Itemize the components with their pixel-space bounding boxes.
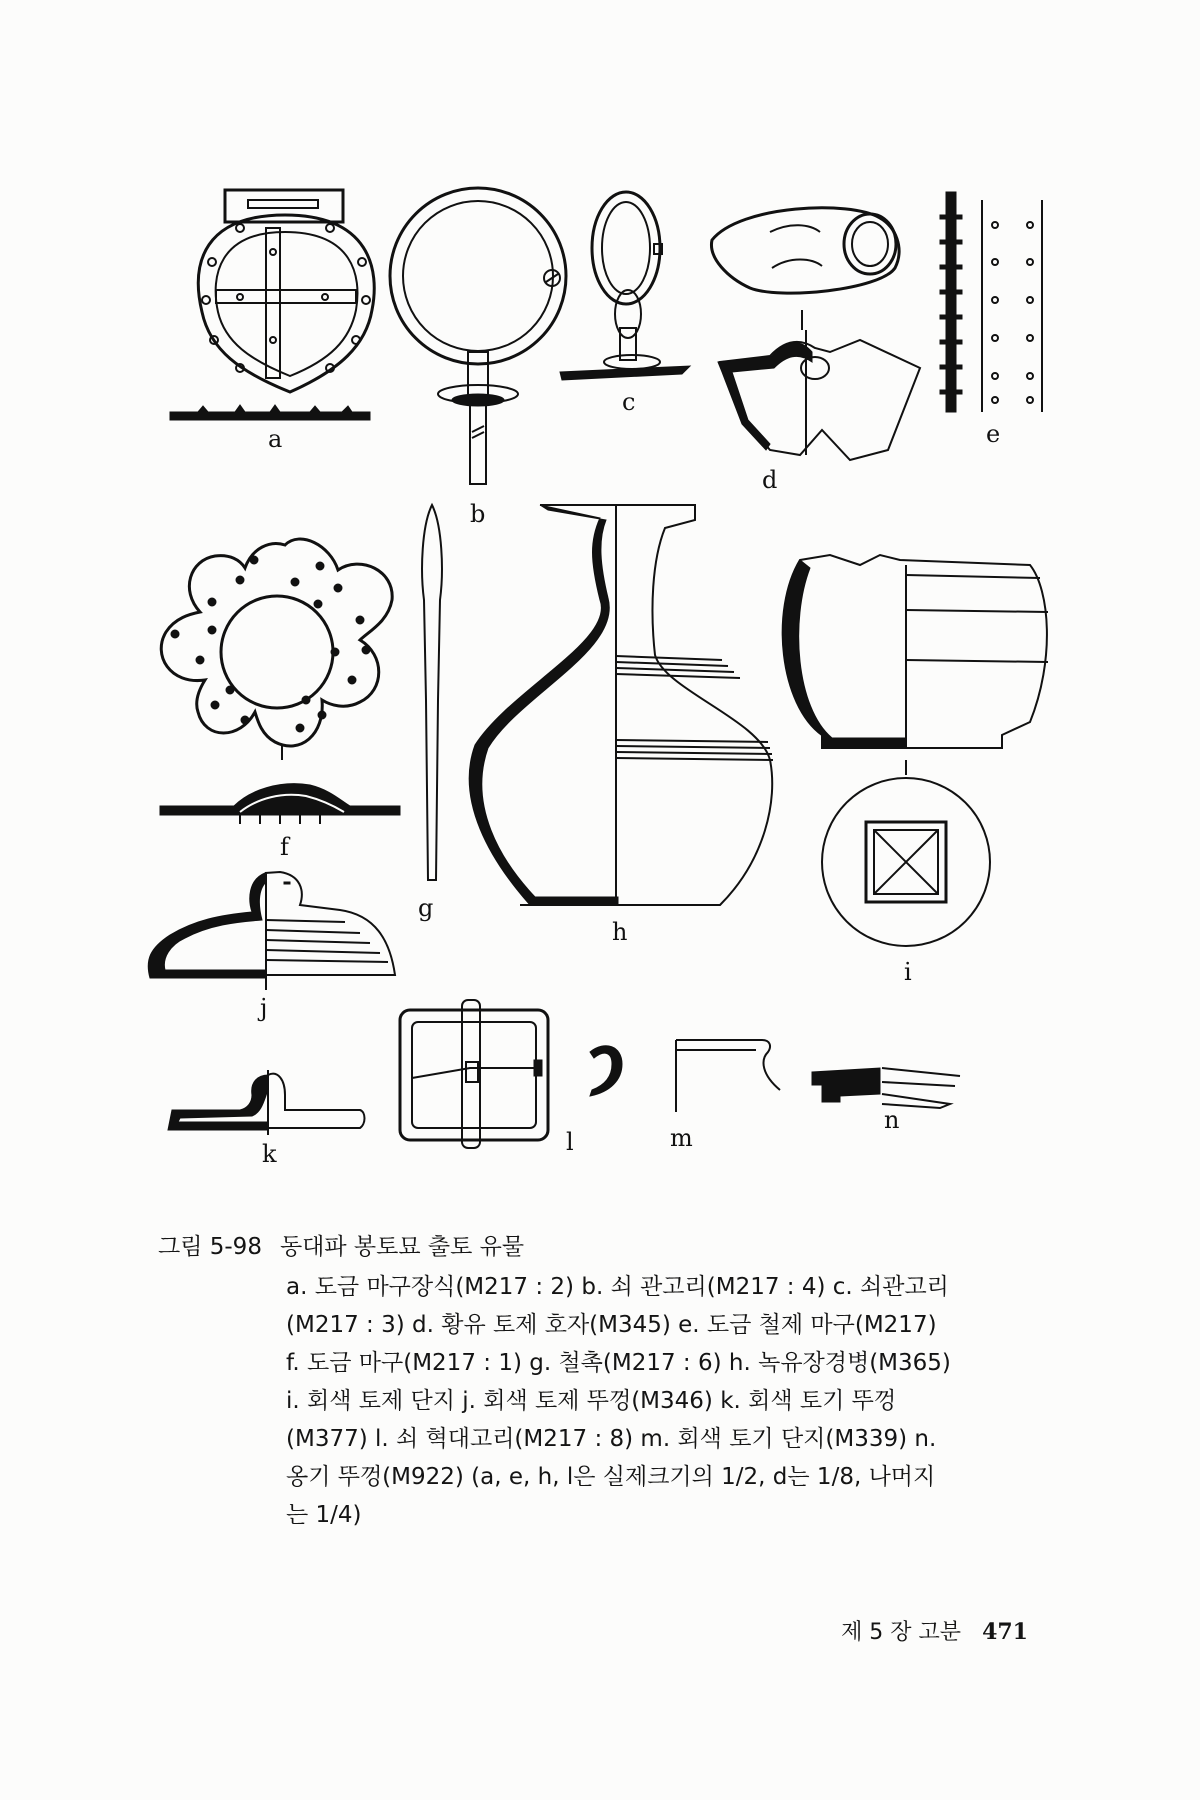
artifact-g-drawing — [422, 505, 442, 880]
artifact-b-drawing — [390, 188, 566, 484]
artifact-i-drawing — [783, 555, 1048, 946]
artifact-label-f: f — [280, 833, 289, 861]
page-footer — [841, 1615, 1028, 1646]
artifact-k-drawing — [168, 1070, 365, 1135]
artifact-label-a: a — [268, 425, 283, 453]
caption-line: a. 도금 마구장식(M217 : 2) b. 쇠 관고리(M217 : 4) c. 쇠관고리 — [286, 1274, 949, 1300]
artifact-label-g: g — [418, 894, 434, 922]
artifact-e-drawing — [940, 192, 1042, 412]
artifact-label-h: h — [612, 918, 628, 946]
artifact-j-drawing — [148, 872, 395, 990]
page-number: 471 — [982, 1619, 1028, 1645]
caption-line: 옹기 뚜껑(M922) (a, e, h, l은 실제크기의 1/2, d는 1/8, 나머지 — [286, 1464, 936, 1490]
artifact-label-k: k — [262, 1140, 277, 1168]
artifact-h-drawing — [469, 505, 773, 905]
artifact-label-l: l — [566, 1128, 574, 1156]
caption-body — [286, 1268, 1038, 1534]
caption-line: 는 1/4) — [286, 1502, 362, 1528]
artifact-label-b: b — [470, 500, 486, 528]
artifact-f-drawing — [160, 539, 400, 824]
artifact-l-drawing — [400, 1000, 548, 1148]
artifact-n-drawing — [812, 1068, 960, 1108]
chapter-title: 제 5 장 고분 — [841, 1620, 962, 1645]
artifact-label-n: n — [884, 1106, 900, 1134]
artifact-label-d: d — [762, 466, 778, 494]
caption-line: f. 도금 마구(M217 : 1) g. 철촉(M217 : 6) h. 녹유장경병(M365) — [286, 1350, 951, 1376]
figure-title: 동대파 봉토묘 출토 유물 — [279, 1234, 525, 1260]
artifact-c-drawing — [560, 192, 690, 380]
caption-line: (M377) l. 쇠 혁대고리(M217 : 8) m. 회색 토기 단지(M339) n. — [286, 1426, 937, 1452]
artifact-label-j: j — [260, 994, 268, 1022]
caption-line: i. 회색 토제 단지 j. 회색 토제 뚜껑(M346) k. 회색 토기 뚜껑 — [286, 1388, 897, 1414]
artifact-a-drawing — [170, 190, 374, 420]
artifact-label-m: m — [670, 1124, 693, 1152]
caption-line: (M217 : 3) d. 황유 토제 호자(M345) e. 도금 철제 마구(M217) — [286, 1312, 937, 1338]
artifact-m-drawing — [590, 1040, 780, 1112]
artifact-label-i: i — [904, 958, 912, 986]
artifact-label-c: c — [622, 388, 636, 416]
artifact-label-e: e — [986, 420, 1001, 448]
figure-number: 그림 5-98 — [158, 1234, 262, 1260]
figure-caption — [158, 1228, 1038, 1534]
artifact-d-drawing — [711, 208, 920, 460]
